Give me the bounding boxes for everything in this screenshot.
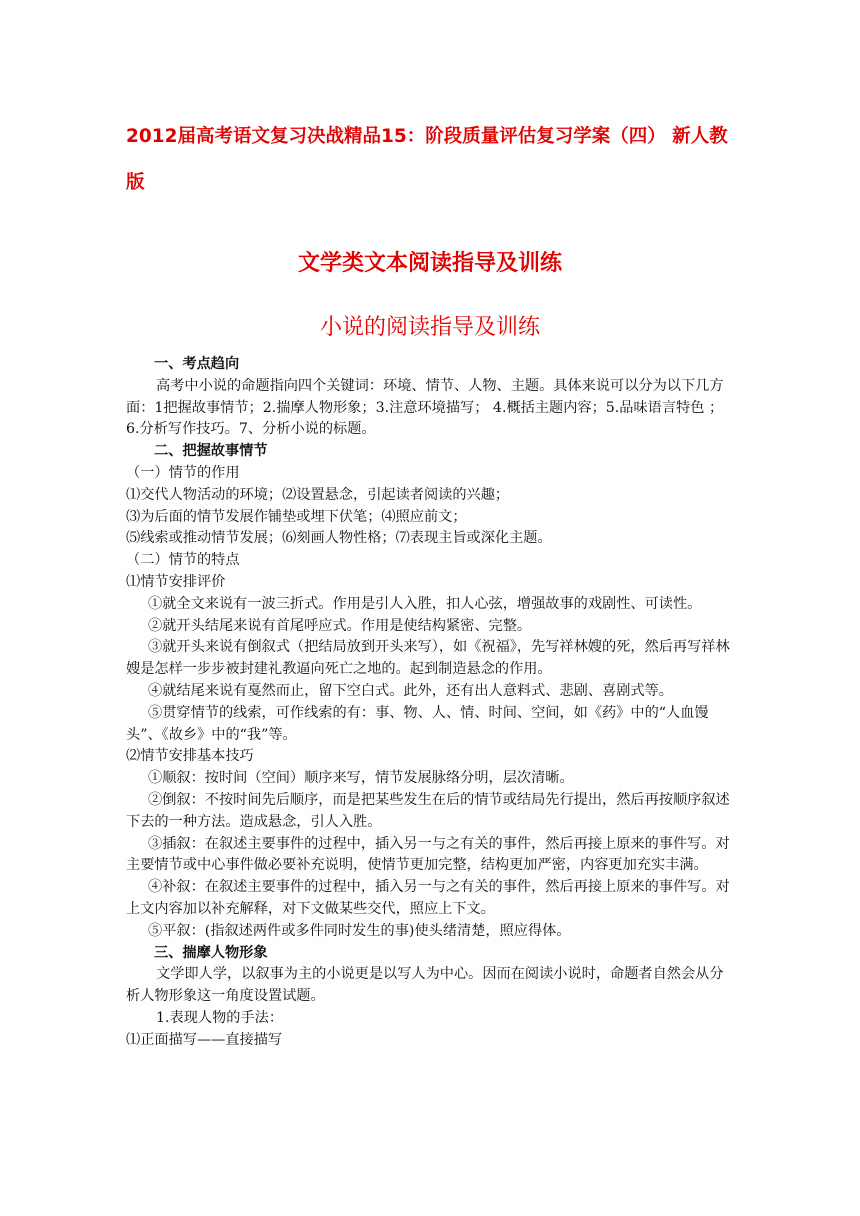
list-item: ⑤贯穿情节的线索，可作线索的有：事、物、人、情、时间、空间，如《药》中的“人血馒头”、《故乡》中的“我”等。 xyxy=(126,704,709,743)
subsection-title: （一）情节的作用 xyxy=(126,464,240,481)
list-item: ①就全文来说有一波三折式。作用是引人入胜，扣人心弦，增强故事的戏剧性、可读性。 xyxy=(148,595,702,612)
section-title: 一、考点趋向 xyxy=(154,356,240,372)
paragraph: 文学即人学，以叙事为主的小说更是以写人为中心。因而在阅读小说时，命题者自然会从分析人物形象这一角度设置试题。 xyxy=(126,966,724,1005)
list-item: ⑤平叙：(指叙述两件或多件同时发生的事)使头绪清楚，照应得体。 xyxy=(148,922,571,939)
subsection-title: （二）情节的特点 xyxy=(126,552,240,569)
list-item: ⑴情节安排评价 xyxy=(126,573,226,590)
document-body xyxy=(126,354,736,1052)
paragraph: 高考中小说的命题指向四个关键词：环境、情节、人物、主题。具体来说可以分为以下几方面：1把握故事情节；2.揣摩人物形象；3.注意环境描写； 4.概括主题内容；5.品味语言特色 ；6.分析写作技巧。7、分析小说的标题。 xyxy=(126,377,724,438)
section-title: 二、把握故事情节 xyxy=(154,443,268,460)
document-title: 2012届高考语文复习决战精品15：阶段质量评估复习学案（四） 新人教版 xyxy=(126,126,728,193)
list-item: ⑴正面描写——直接描写 xyxy=(126,1031,283,1048)
list-item: ②就开头结尾来说有首尾呼应式。作用是使结构紧密、完整。 xyxy=(148,617,532,634)
list-item: ①顺叙：按时间（空间）顺序来写，情节发展脉络分明，层次清晰。 xyxy=(148,770,574,787)
list-item: ⑸线索或推动情节发展；⑹刻画人物性格；⑺表现主旨或深化主题。 xyxy=(126,530,552,547)
section-heading: 文学类文本阅读指导及训练 xyxy=(297,251,562,276)
section-title: 三、揣摩人物形象 xyxy=(154,944,268,961)
list-item: ③插叙：在叙述主要事件的过程中，插入另一与之有关的事件，然后再接上原来的事件写。对主要情节或中心事件做必要补充说明，使情节更加完整，结构更加严密，内容更加充实丰满。 xyxy=(126,835,730,874)
list-item: ④补叙：在叙述主要事件的过程中，插入另一与之有关的事件，然后再接上原来的事件写。对上文内容加以补充解释，对下文做某些交代，照应上下文。 xyxy=(126,879,730,917)
list-item: ⑶为后面的情节发展作铺垫或埋下伏笔；⑷照应前文； xyxy=(126,508,467,525)
list-item: ⑵情节安排基本技巧 xyxy=(126,748,254,765)
list-item: ③就开头来说有倒叙式（把结局放到开头来写），如《祝福》，先写祥林嫂的死，然后再写祥林嫂是怎样一步步被封建礼教逼向死亡之地的。起到制造悬念的作用。 xyxy=(126,639,730,678)
subsection-heading: 小说的阅读指导及训练 xyxy=(319,315,540,340)
list-item: ④就结尾来说有戛然而止，留下空白式。此外，还有出人意料式、悲剧、喜剧式等。 xyxy=(148,682,673,699)
list-item: 1.表现人物的手法： xyxy=(156,1009,284,1026)
list-item: ⑴交代人物活动的环境；⑵设置悬念，引起读者阅读的兴趣； xyxy=(126,486,510,503)
list-item: ②倒叙：不按时间先后顺序，而是把某些发生在后的情节或结局先行提出，然后再按顺序叙述下去的一种方法。造成悬念，引人入胜。 xyxy=(126,791,730,830)
